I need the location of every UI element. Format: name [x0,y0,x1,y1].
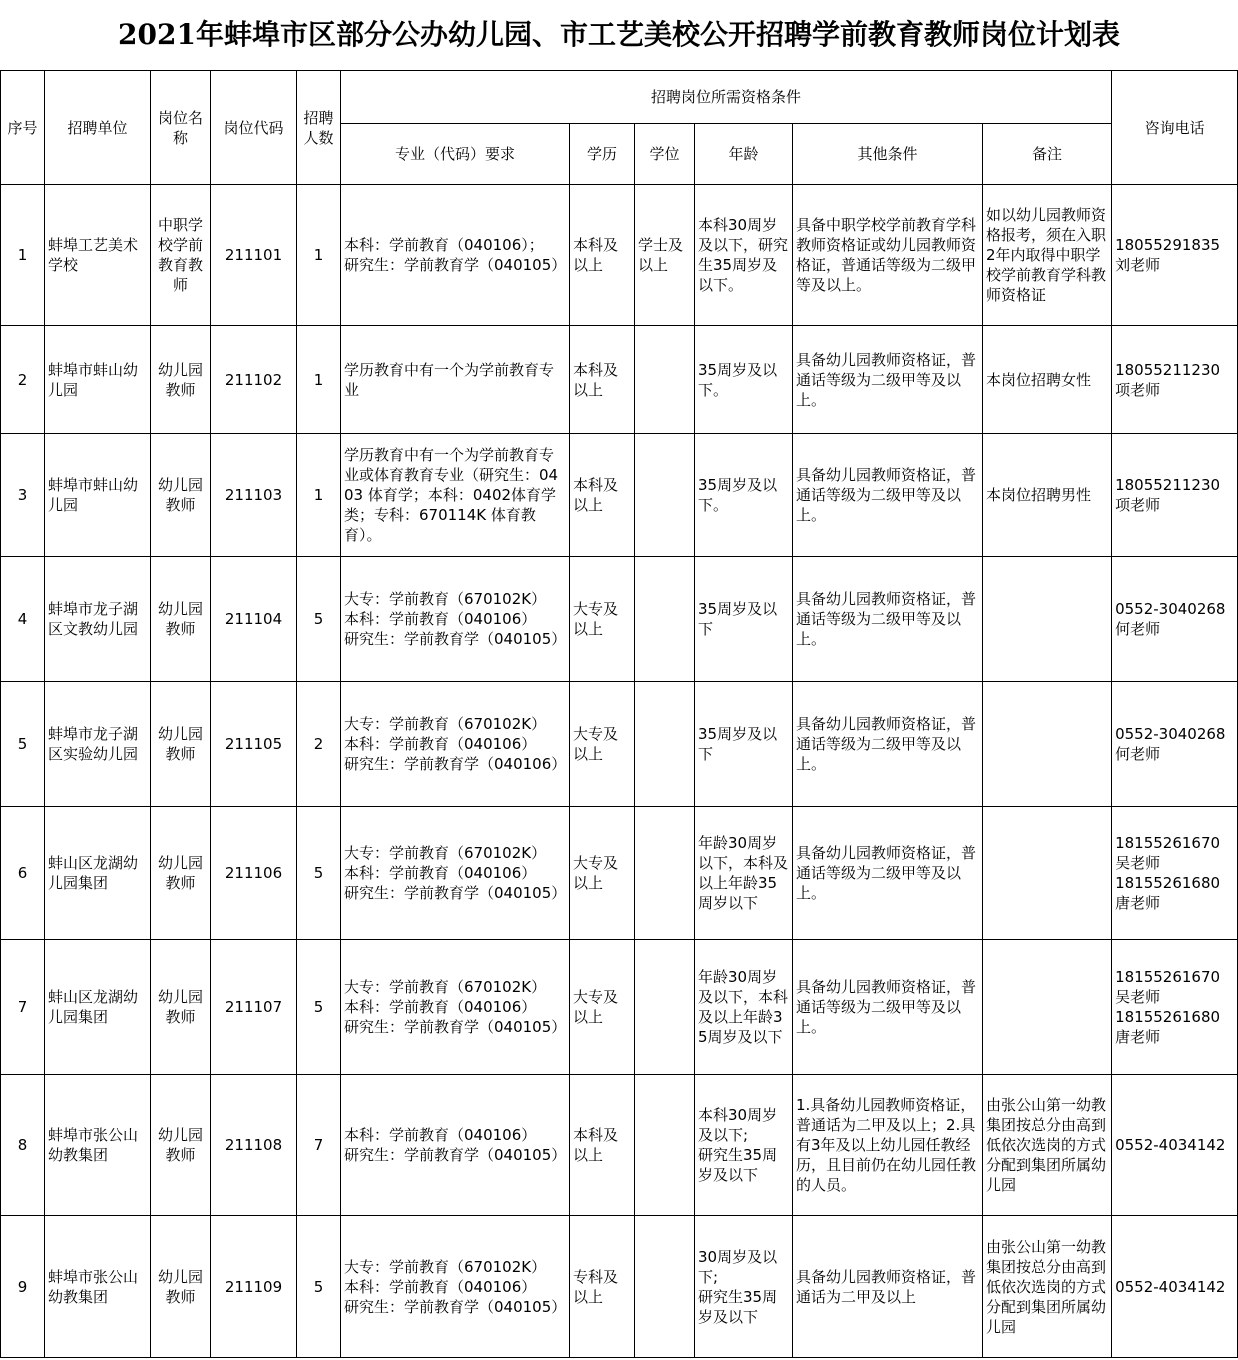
row-age: 35周岁及以下 [695,682,793,807]
row-major: 大专：学前教育（670102K） 本科：学前教育（040106） 研究生：学前教育学（040105） [341,807,570,940]
table-row [1,940,1238,1075]
row-education: 本科及以上 [570,185,635,326]
row-post-name: 幼儿园教师 [151,940,211,1075]
row-degree [635,1075,695,1216]
row-remarks [983,940,1112,1075]
row-post-code: 211107 [211,940,297,1075]
row-count: 1 [297,185,341,326]
row-unit: 蚌埠市张公山幼教集团 [45,1075,151,1216]
row-education: 本科及以上 [570,1075,635,1216]
header-post-code: 岗位代码 [211,71,297,185]
row-major: 本科：学前教育（040106）； 研究生：学前教育学（040105） [341,185,570,326]
row-unit: 蚌埠市龙子湖区文教幼儿园 [45,557,151,682]
row-unit: 蚌埠市蚌山幼儿园 [45,326,151,434]
row-post-name: 幼儿园教师 [151,807,211,940]
row-major: 学历教育中有一个为学前教育专业或体育教育专业（研究生：0403 体育学；本科：0402体育学类；专科：670114K 体育教育）。 [341,434,570,557]
row-post-code: 211105 [211,682,297,807]
row-education: 大专及以上 [570,807,635,940]
header-remarks: 备注 [983,124,1112,185]
row-count: 5 [297,940,341,1075]
row-phone: 18055211230 项老师 [1112,434,1238,557]
header-education: 学历 [570,124,635,185]
row-unit: 蚌山区龙湖幼儿园集团 [45,807,151,940]
row-education: 大专及以上 [570,682,635,807]
row-phone: 0552-3040268 何老师 [1112,557,1238,682]
header-seq: 序号 [1,71,45,185]
row-post-code: 211106 [211,807,297,940]
row-degree [635,807,695,940]
header-count: 招聘人数 [297,71,341,185]
row-post-code: 211109 [211,1216,297,1358]
row-remarks: 本岗位招聘女性 [983,326,1112,434]
row-phone: 0552-4034142 [1112,1216,1238,1358]
row-degree [635,557,695,682]
header-unit: 招聘单位 [45,71,151,185]
row-remarks [983,807,1112,940]
row-major: 学历教育中有一个为学前教育专业 [341,326,570,434]
row-unit: 蚌埠市张公山幼教集团 [45,1216,151,1358]
row-degree: 学士及以上 [635,185,695,326]
row-remarks: 由张公山第一幼教集团按总分由高到低依次选岗的方式分配到集团所属幼儿园 [983,1075,1112,1216]
page-title: 2021年蚌埠市区部分公办幼儿园、市工艺美校公开招聘学前教育教师岗位计划表 [118,18,1120,51]
row-post-name: 中职学校学前教育教师 [151,185,211,326]
row-other: 1.具备幼儿园教师资格证，普通话为二甲及以上；2.具有3年及以上幼儿园任教经历，且目前仍在幼儿园任教的人员。 [793,1075,983,1216]
row-other: 具备幼儿园教师资格证，普通话为二甲及以上 [793,1216,983,1358]
row-remarks: 本岗位招聘男性 [983,434,1112,557]
row-seq: 1 [1,185,45,326]
header-other: 其他条件 [793,124,983,185]
row-seq: 6 [1,807,45,940]
row-degree [635,1216,695,1358]
row-seq: 8 [1,1075,45,1216]
header-phone: 咨询电话 [1112,71,1238,185]
row-education: 大专及以上 [570,940,635,1075]
row-age: 30周岁及以下; 研究生35周岁及以下 [695,1216,793,1358]
header-age: 年龄 [695,124,793,185]
row-education: 专科及以上 [570,1216,635,1358]
row-education: 本科及以上 [570,434,635,557]
table-row [1,1075,1238,1216]
row-age: 35周岁及以下 [695,557,793,682]
row-post-name: 幼儿园教师 [151,1075,211,1216]
row-count: 5 [297,807,341,940]
table-row [1,682,1238,807]
row-count: 1 [297,326,341,434]
row-major: 大专：学前教育（670102K） 本科：学前教育（040106） 研究生：学前教育学（040105） [341,1216,570,1358]
row-phone: 18055291835 刘老师 [1112,185,1238,326]
row-education: 本科及以上 [570,326,635,434]
row-other: 具备幼儿园教师资格证，普通话等级为二级甲等及以上。 [793,940,983,1075]
table-row [1,185,1238,326]
row-age: 本科30周岁及以下; 研究生35周岁及以下 [695,1075,793,1216]
row-seq: 4 [1,557,45,682]
recruitment-table [0,70,1238,1358]
row-post-name: 幼儿园教师 [151,1216,211,1358]
row-degree [635,434,695,557]
row-phone: 18155261670吴老师 18155261680唐老师 [1112,807,1238,940]
row-post-code: 211108 [211,1075,297,1216]
row-post-name: 幼儿园教师 [151,557,211,682]
table-body [1,185,1238,1358]
row-other: 具备幼儿园教师资格证，普通话等级为二级甲等及以上。 [793,807,983,940]
header-post-name: 岗位名称 [151,71,211,185]
row-degree [635,682,695,807]
header-major: 专业（代码）要求 [341,124,570,185]
row-unit: 蚌山区龙湖幼儿园集团 [45,940,151,1075]
row-age: 年龄30周岁以下，本科及以上年龄35周岁以下 [695,807,793,940]
row-major: 大专：学前教育（670102K） 本科：学前教育（040106） 研究生：学前教育学（040105） [341,940,570,1075]
row-remarks [983,557,1112,682]
row-major: 大专：学前教育（670102K） 本科：学前教育（040106） 研究生：学前教育学（040106） [341,682,570,807]
row-major: 本科：学前教育（040106） 研究生：学前教育学（040105） [341,1075,570,1216]
row-unit: 蚌埠工艺美术学校 [45,185,151,326]
row-age: 本科30周岁及以下，研究生35周岁及以下。 [695,185,793,326]
row-post-name: 幼儿园教师 [151,682,211,807]
row-remarks: 如以幼儿园教师资格报考，须在入职2年内取得中职学校学前教育学科教师资格证 [983,185,1112,326]
row-seq: 3 [1,434,45,557]
row-age: 年龄30周岁及以下，本科及以上年龄35周岁及以下 [695,940,793,1075]
row-degree [635,326,695,434]
row-seq: 9 [1,1216,45,1358]
row-seq: 5 [1,682,45,807]
row-unit: 蚌埠市蚌山幼儿园 [45,434,151,557]
row-post-code: 211103 [211,434,297,557]
row-other: 具备中职学校学前教育学科教师资格证或幼儿园教师资格证，普通话等级为二级甲等及以上。 [793,185,983,326]
row-post-name: 幼儿园教师 [151,326,211,434]
row-post-code: 211101 [211,185,297,326]
table-row [1,326,1238,434]
header-degree: 学位 [635,124,695,185]
row-seq: 2 [1,326,45,434]
row-phone: 18055211230 项老师 [1112,326,1238,434]
row-count: 7 [297,1075,341,1216]
row-other: 具备幼儿园教师资格证，普通话等级为二级甲等及以上。 [793,682,983,807]
row-phone: 0552-4034142 [1112,1075,1238,1216]
row-phone: 0552-3040268 何老师 [1112,682,1238,807]
row-post-code: 211102 [211,326,297,434]
row-seq: 7 [1,940,45,1075]
row-other: 具备幼儿园教师资格证，普通话等级为二级甲等及以上。 [793,326,983,434]
row-remarks [983,682,1112,807]
row-count: 2 [297,682,341,807]
header-qualifications: 招聘岗位所需资格条件 [341,71,1112,124]
row-post-name: 幼儿园教师 [151,434,211,557]
row-unit: 蚌埠市龙子湖区实验幼儿园 [45,682,151,807]
table-row [1,1216,1238,1358]
row-count: 1 [297,434,341,557]
row-count: 5 [297,1216,341,1358]
row-degree [635,940,695,1075]
row-other: 具备幼儿园教师资格证，普通话等级为二级甲等及以上。 [793,557,983,682]
row-age: 35周岁及以下。 [695,434,793,557]
row-post-code: 211104 [211,557,297,682]
row-age: 35周岁及以下。 [695,326,793,434]
row-education: 大专及以上 [570,557,635,682]
row-count: 5 [297,557,341,682]
row-other: 具备幼儿园教师资格证，普通话等级为二级甲等及以上。 [793,434,983,557]
table-row [1,807,1238,940]
row-major: 大专：学前教育（670102K） 本科：学前教育（040106） 研究生：学前教育学（040105） [341,557,570,682]
row-remarks: 由张公山第一幼教集团按总分由高到低依次选岗的方式分配到集团所属幼儿园 [983,1216,1112,1358]
table-row [1,557,1238,682]
table-row [1,434,1238,557]
row-phone: 18155261670吴老师 18155261680唐老师 [1112,940,1238,1075]
